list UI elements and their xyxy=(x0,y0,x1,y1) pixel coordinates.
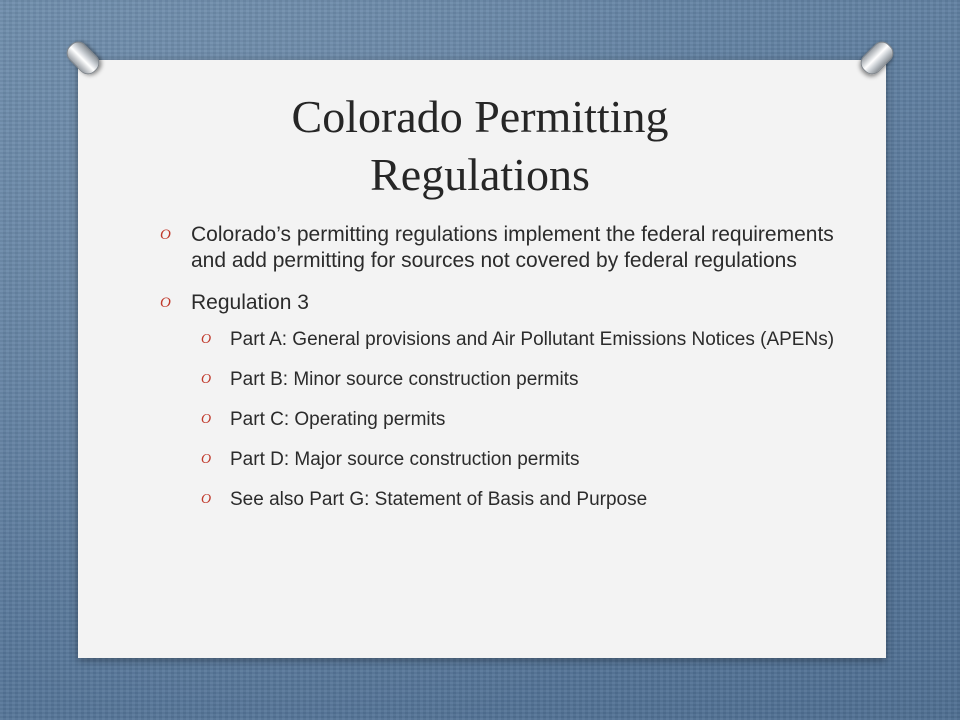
bullet-text-2: Regulation 3 xyxy=(191,291,309,314)
sub-bullet-part-d xyxy=(201,448,840,472)
sub-bullet-part-b xyxy=(201,368,840,392)
bullet-marker-icon: O xyxy=(201,332,212,347)
bullet-text-1: Colorado’s permitting regulations implement the federal requirements and add permitting for sources not covered by federal regulations xyxy=(191,223,834,272)
sub-bullet-text: Part C: Operating permits xyxy=(230,409,446,430)
bullet-marker-icon: O xyxy=(160,227,171,243)
sub-bullet-text: See also Part G: Statement of Basis and Purpose xyxy=(230,489,648,510)
bullet-item-2 xyxy=(160,290,840,316)
slide-title-line-2: Regulations xyxy=(370,149,590,200)
bullet-marker-icon: O xyxy=(201,452,212,467)
bullet-marker-icon: O xyxy=(201,492,212,507)
sub-bullet-part-a xyxy=(201,328,840,352)
bullet-marker-icon: O xyxy=(201,372,212,387)
sub-bullet-text: Part D: Major source construction permits xyxy=(230,449,580,470)
bullet-marker-icon: O xyxy=(160,295,171,311)
bullet-list xyxy=(160,222,840,512)
sub-bullet-part-g xyxy=(201,488,840,512)
slide-title-line-1: Colorado Permitting xyxy=(291,91,669,142)
bullet-marker-icon: O xyxy=(201,412,212,427)
bullet-item-1 xyxy=(160,222,840,274)
sub-bullet-part-c xyxy=(201,408,840,432)
slide-title xyxy=(0,88,960,204)
sub-bullet-text: Part A: General provisions and Air Pollutant Emissions Notices (APENs) xyxy=(230,329,835,350)
sub-bullet-text: Part B: Minor source construction permits xyxy=(230,369,579,390)
